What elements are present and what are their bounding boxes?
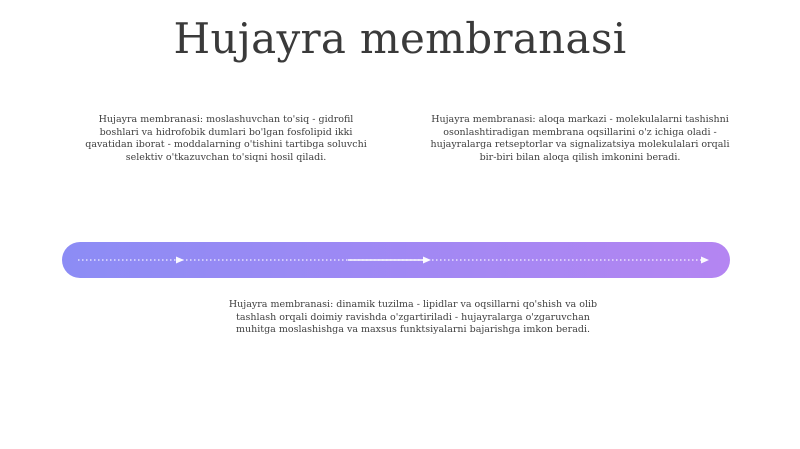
timeline-graphic <box>62 242 730 278</box>
note-communication-center: Hujayra membranasi: aloqa markazi - molekulalarni tashishni osonlashtiradigan membrana oqsillarini o'z ichiga oladi - hujayralarga retseptorlar va signalizatsiya molekulalari orqali bir-biri bilan aloqa qilish imkonini beradi. <box>430 114 730 163</box>
note-dynamic-structure: Hujayra membranasi: dinamik tuzilma - lipidlar va oqsillarni qo'shish va olib tashlash orqali doimiy ravishda o'zgartiriladi - hujayralarga o'zgaruvchan muhitga moslashishga va maxsus funktsiyalarni bajarishga imkon beradi. <box>228 299 598 335</box>
slide-title: Hujayra membranasi <box>173 14 627 63</box>
note-selective-barrier: Hujayra membranasi: moslashuvchan to'siq - gidrofil boshlari va hidrofobik dumlari bo'lgan fosfolipid ikki qavatidan iborat - moddalarning o'tishini tartibga soluvchi selektiv o'tkazuvchan to'siqni hosil qiladi. <box>85 114 367 163</box>
timeline-bar <box>62 242 730 278</box>
